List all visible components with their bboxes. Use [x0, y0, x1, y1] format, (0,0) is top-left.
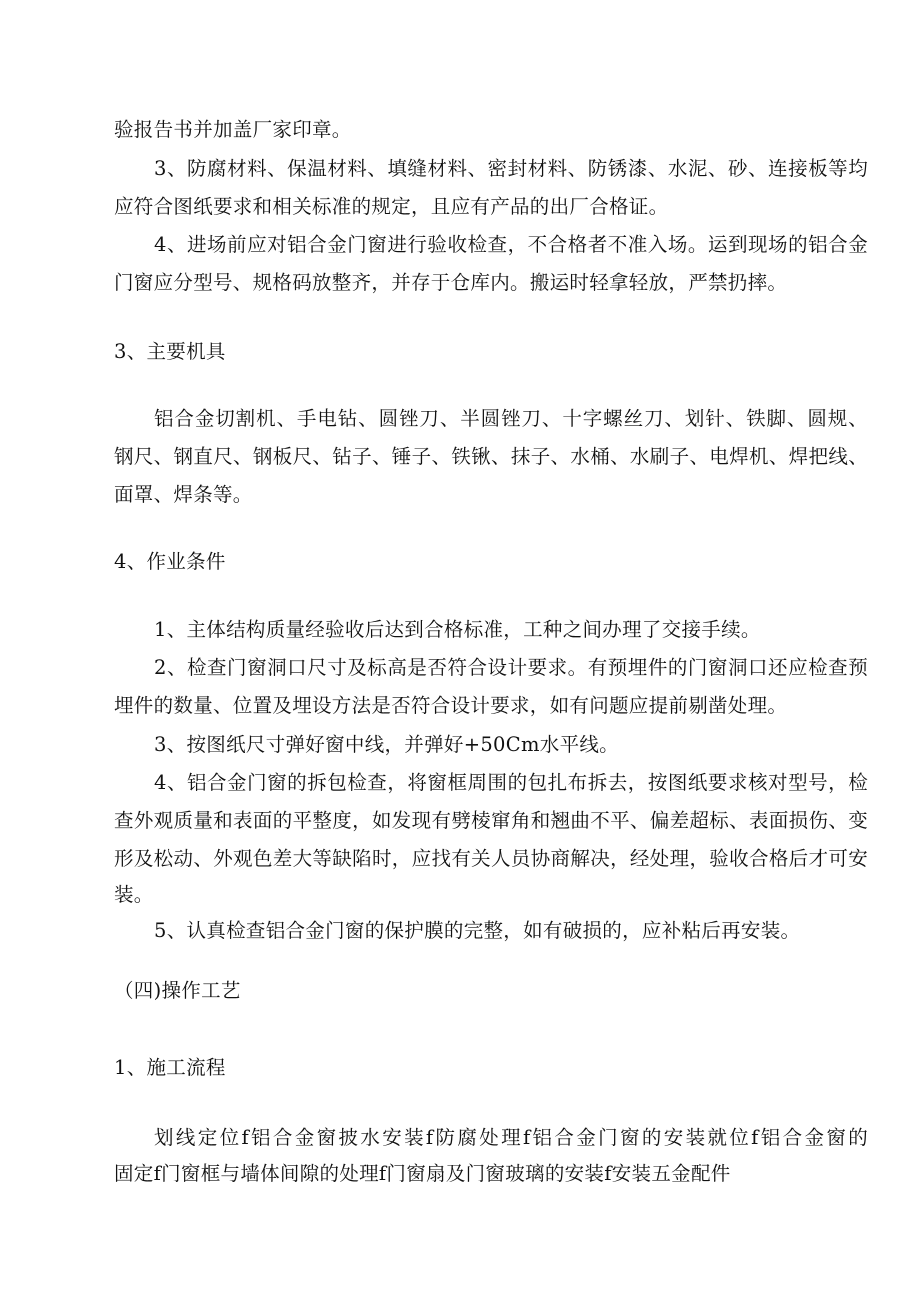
text-line: 查外观质量和表面的平整度，如发现有劈棱窜角和翘曲不平、偏差超标、表面损伤、变	[114, 809, 868, 832]
section-heading: 3、主要机具	[114, 340, 226, 363]
section-heading: 4、作业条件	[114, 550, 226, 573]
text-line: 装。	[114, 883, 154, 906]
text-line: 4、铝合金门窗的拆包检查，将窗框周围的包扎布拆去，按图纸要求核对型号，检	[154, 771, 868, 794]
text-line: 面罩、焊条等。	[114, 483, 253, 506]
text-line: 4、进场前应对铝合金门窗进行验收检查，不合格者不准入场。运到现场的铝合金	[154, 233, 868, 256]
text-line: 应符合图纸要求和相关标准的规定，且应有产品的出厂合格证。	[114, 195, 669, 218]
text-line: 验报告书并加盖厂家印章。	[114, 118, 352, 141]
text-line: 门窗应分型号、规格码放整齐，并存于仓库内。搬运时轻拿轻放，严禁扔摔。	[114, 271, 788, 294]
text-line: 铝合金切割机、手电钻、圆锉刀、半圆锉刀、十字螺丝刀、划针、铁脚、圆规、	[154, 407, 868, 430]
text-line: 5、认真检查铝合金门窗的保护膜的完整，如有破损的，应补粘后再安装。	[154, 919, 801, 942]
text-line: 3、按图纸尺寸弹好窗中线，并弹好+50Cm水平线。	[154, 733, 619, 756]
text-line: 固定f门窗框与墙体间隙的处理f门窗扇及门窗玻璃的安装f安装五金配件	[114, 1162, 731, 1185]
text-line: 划线定位f铝合金窗披水安装f防腐处理f铝合金门窗的安装就位f铝合金窗的	[154, 1126, 868, 1149]
text-line: 形及松动、外观色差大等缺陷时，应找有关人员协商解决，经处理，验收合格后才可安	[114, 847, 868, 870]
text-line: 1、主体结构质量经验收后达到合格标准，工种之间办理了交接手续。	[154, 618, 761, 641]
section-heading: 1、施工流程	[114, 1056, 226, 1079]
text-line: 埋件的数量、位置及埋设方法是否符合设计要求，如有问题应提前剔凿处理。	[114, 694, 788, 717]
section-heading: （四)操作工艺	[114, 979, 241, 1002]
text-line: 钢尺、钢直尺、钢板尺、钻子、锤子、铁锹、抹子、水桶、水刷子、电焊机、焊把线、	[114, 445, 868, 468]
text-line: 3、防腐材料、保温材料、填缝材料、密封材料、防锈漆、水泥、砂、连接板等均	[154, 157, 868, 180]
text-line: 2、检查门窗洞口尺寸及标高是否符合设计要求。有预埋件的门窗洞口还应检查预	[154, 656, 868, 679]
